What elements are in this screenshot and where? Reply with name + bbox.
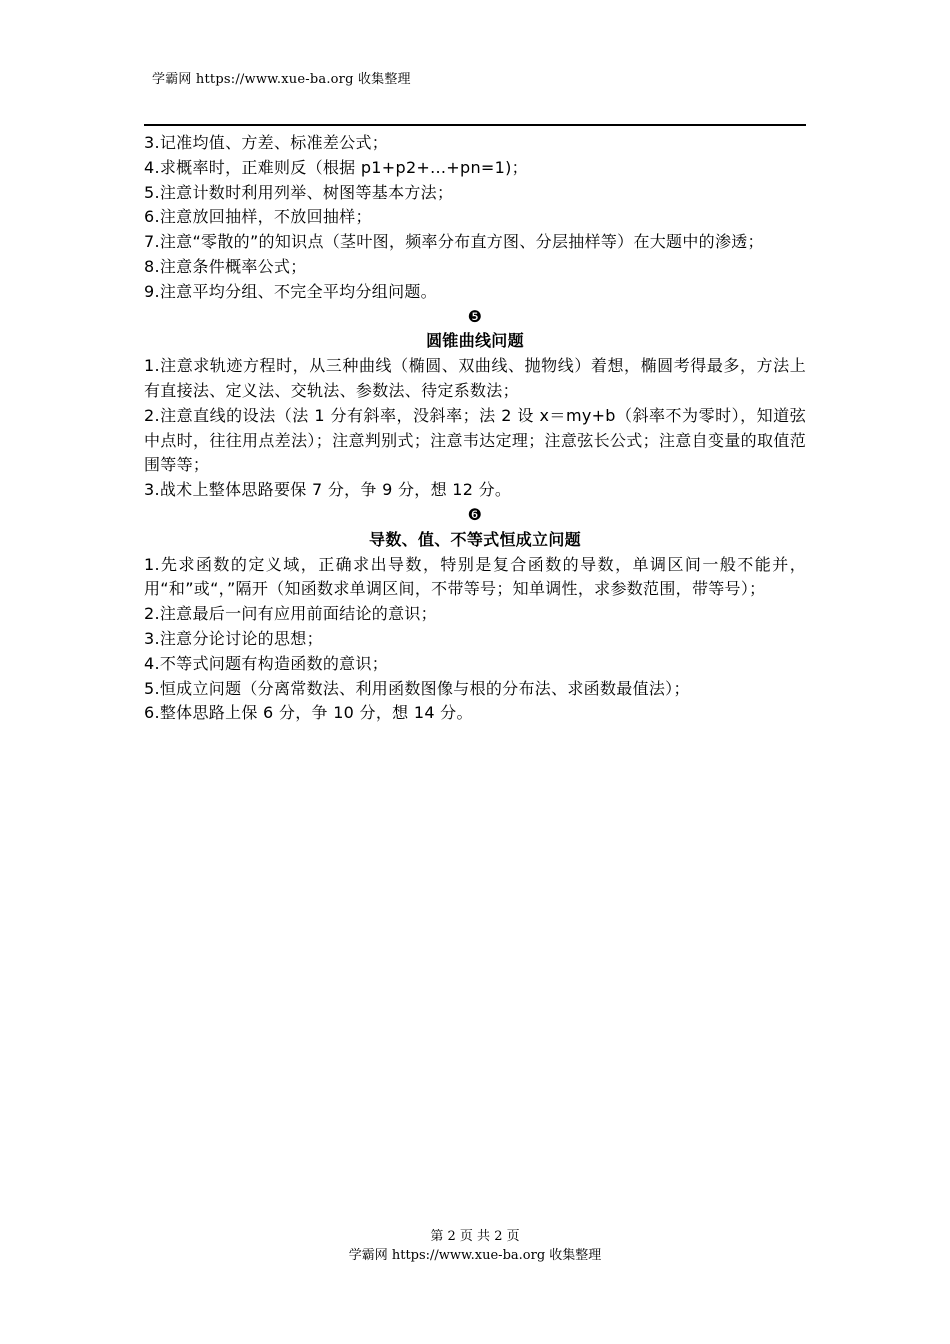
list-item: 8.注意条件概率公式； [144, 256, 307, 276]
section-title: 圆锥曲线问题 [426, 331, 524, 351]
list-item: 3.战术上整体思路要保 7 分，争 9 分，想 12 分。 [144, 480, 512, 500]
section-number-marker: ❻ [467, 504, 483, 524]
list-item: 7.注意“零散的”的知识点（茎叶图，频率分布直方图、分层抽样等）在大题中的渗透； [144, 232, 764, 252]
list-item: 1.注意求轨迹方程时，从三种曲线（椭圆、双曲线、抛物线）着想，椭圆考得最多，方法上有直接法、定义法、交轨法、参数法、待定系数法； [144, 356, 806, 400]
section-number-marker: ❺ [467, 306, 483, 326]
list-item: 6.注意放回抽样，不放回抽样； [144, 207, 372, 227]
list-item: 4.求概率时，正难则反（根据 p1+p2+...+pn=1)； [144, 157, 528, 177]
page-footer-source: 学霸网 https://www.xue-ba.org 收集整理 [348, 1248, 602, 1263]
list-item: 2.注意最后一问有应用前面结论的意识； [144, 604, 437, 624]
page-number: 第 2 页 共 2 页 [430, 1229, 520, 1244]
section-probability-statistics [144, 131, 806, 305]
list-item: 2.注意直线的设法（法 1 分有斜率，没斜率；法 2 设 x＝my+b（斜率不为零时），知道弦中点时，往往用点差法）；注意判别式；注意韦达定理；注意弦长公式；注意自变量的取值范围等等； [144, 405, 806, 475]
document-body [144, 131, 806, 726]
list-item: 5.恒成立问题（分离常数法、利用函数图像与根的分布法、求函数最值法）； [144, 678, 690, 698]
list-item: 4.不等式问题有构造函数的意识； [144, 653, 389, 673]
section-title: 导数、值、不等式恒成立问题 [369, 529, 581, 549]
section-derivatives-inequalities [144, 503, 806, 726]
list-item: 1.先求函数的定义域，正确求出导数，特别是复合函数的导数，单调区间一般不能并，用“和”或“，”隔开（知函数求单调区间，不带等号；知单调性，求参数范围，带等号）； [144, 554, 806, 599]
section-conic-sections [144, 305, 806, 503]
list-item: 6.整体思路上保 6 分，争 10 分，想 14 分。 [144, 703, 473, 723]
header-divider [144, 124, 806, 126]
list-item: 9.注意平均分组、不完全平均分组问题。 [144, 281, 437, 301]
page-header-source: 学霸网 https://www.xue-ba.org 收集整理 [152, 72, 411, 87]
list-item: 5.注意计数时利用列举、树图等基本方法； [144, 182, 454, 202]
list-item: 3.记准均值、方差、标准差公式； [144, 133, 389, 152]
list-item: 3.注意分论讨论的思想； [144, 628, 323, 648]
